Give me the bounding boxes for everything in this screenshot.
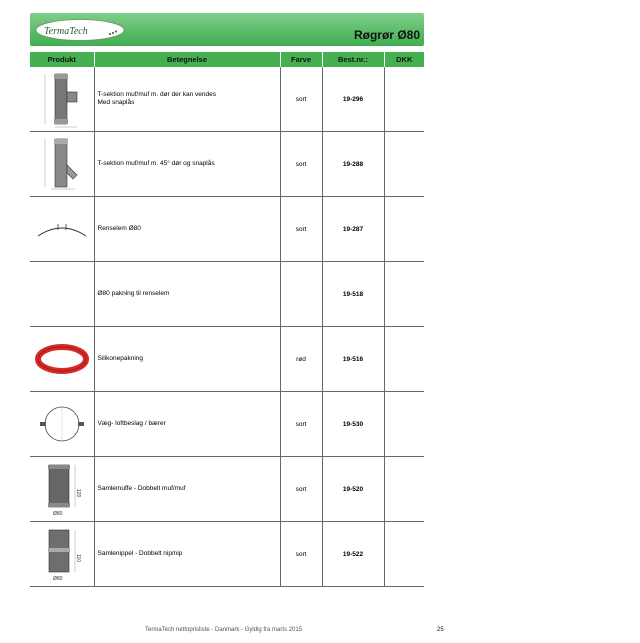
double-sleeve-coupling-icon [37,461,87,517]
product-image-cell [30,67,94,132]
wall-ceiling-bracket-icon [34,402,90,446]
color-cell: sort [280,67,322,132]
order-number-cell: 19-530 [322,392,384,457]
svg-text:120: 120 [74,489,81,498]
termatech-logo [34,18,126,42]
col-header-product: Produkt [30,52,94,67]
product-image-cell [30,327,94,392]
table-row [30,457,424,522]
double-nipple-coupling-icon [37,526,87,582]
svg-text:110: 110 [74,554,81,562]
table-row [30,522,424,587]
designation-cell: Samlemuffe - Dobbelt muf/muf [94,457,280,522]
product-table [30,52,424,587]
price-cell [384,457,424,522]
designation-cell: Silikonepakning [94,327,280,392]
page-number: 25 [437,627,444,633]
table-row [30,262,424,327]
order-number-cell: 19-296 [322,67,384,132]
svg-text:Ø80: Ø80 [52,576,63,582]
svg-text:Ø80: Ø80 [52,511,63,517]
footer-text: TermaTech nettoprisliste - Danmark - Gyldig fra marts 2015 [145,627,303,633]
designation-cell: T-sektion muf/muf m. 45° dør og snaplås [94,132,280,197]
page-title: Røgrør Ø80 [353,28,420,42]
cleanout-lid-icon [34,214,90,244]
color-cell: sort [280,132,322,197]
silicone-gasket-icon [34,342,90,376]
col-header-order-number: Best.nr.: [322,52,384,67]
table-row [30,392,424,457]
price-cell [384,132,424,197]
price-cell [384,522,424,587]
table-row [30,197,424,262]
price-cell [384,197,424,262]
t-section-45-drawing-icon [37,135,87,193]
designation-cell: T-sektion muf/muf m. dør der kan vendes Med snaplås [94,67,280,132]
t-section-door-drawing-icon [37,70,87,128]
designation-cell: Renselem Ø80 [94,197,280,262]
designation-cell: Samlenippel - Dobbelt nip/nip [94,522,280,587]
order-number-cell: 19-520 [322,457,384,522]
price-cell [384,327,424,392]
price-cell [384,392,424,457]
color-cell: sort [280,457,322,522]
product-image-cell [30,132,94,197]
page-header [30,13,424,46]
order-number-cell: 19-518 [322,262,384,327]
price-cell [384,67,424,132]
product-image-cell [30,392,94,457]
table-header-row [30,52,424,67]
table-row [30,67,424,132]
product-image-cell [30,197,94,262]
color-cell: sort [280,197,322,262]
order-number-cell: 19-516 [322,327,384,392]
order-number-cell: 19-287 [322,197,384,262]
color-cell: rød [280,327,322,392]
col-header-dkk: DKK [384,52,424,67]
color-cell: sort [280,522,322,587]
table-row [30,132,424,197]
col-header-color: Farve [280,52,322,67]
table-row [30,327,424,392]
order-number-cell: 19-288 [322,132,384,197]
product-image-cell [30,522,94,587]
svg-text:TermaTech: TermaTech [44,26,88,37]
price-cell [384,262,424,327]
color-cell [280,262,322,327]
product-image-cell [30,262,94,327]
product-image-cell [30,457,94,522]
designation-cell: Ø80 pakning til renselem [94,262,280,327]
designation-cell: Væg- loftbeslag / bærer [94,392,280,457]
col-header-designation: Betegnelse [94,52,280,67]
color-cell: sort [280,392,322,457]
order-number-cell: 19-522 [322,522,384,587]
